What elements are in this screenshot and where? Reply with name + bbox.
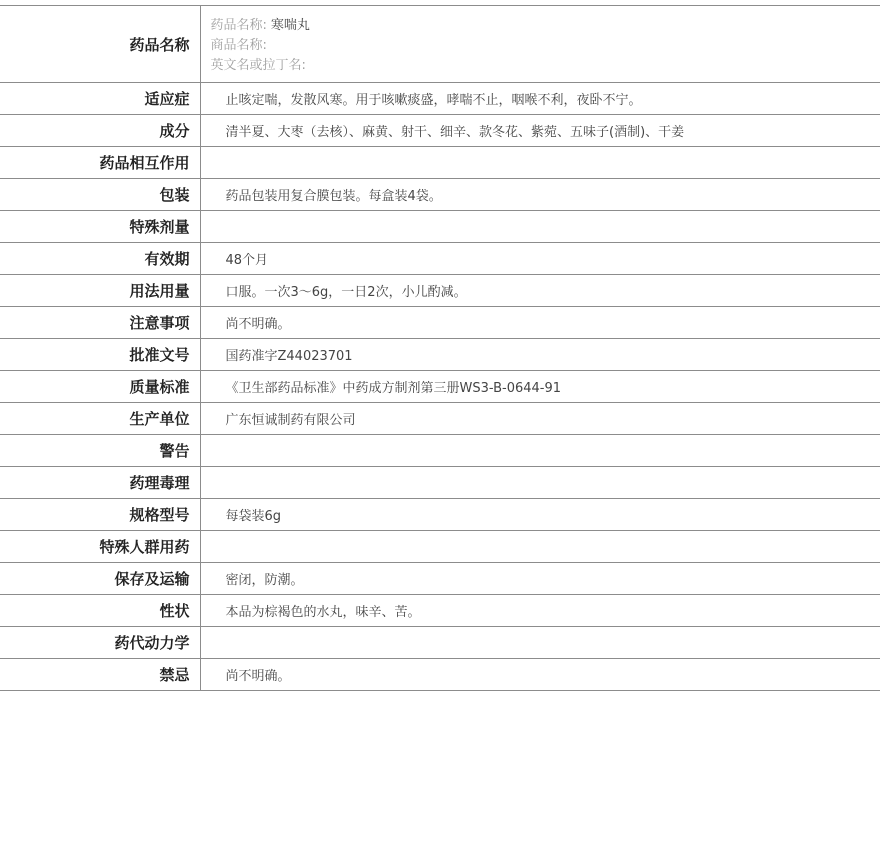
drug-name-block (200, 6, 880, 83)
row-indications (0, 83, 880, 115)
row-value: 本品为棕褐色的水丸，味辛、苦。 (200, 595, 880, 627)
row-value (200, 531, 880, 563)
latin-name-line (211, 56, 880, 76)
row-usage-dosage (0, 275, 880, 307)
row-label: 适应症 (0, 83, 200, 115)
row-interactions (0, 147, 880, 179)
row-label: 保存及运输 (0, 563, 200, 595)
generic-name-value: 寒喘丸 (270, 18, 310, 33)
row-label: 特殊剂量 (0, 211, 200, 243)
row-label: 生产单位 (0, 403, 200, 435)
trade-name-line (211, 36, 880, 56)
row-precautions (0, 307, 880, 339)
row-value: 药品包装用复合膜包装。每盒装4袋。 (200, 179, 880, 211)
row-special-populations (0, 531, 880, 563)
row-label: 注意事项 (0, 307, 200, 339)
row-label: 药品相互作用 (0, 147, 200, 179)
row-storage-transport (0, 563, 880, 595)
latin-name-key: 英文名或拉丁名: (210, 58, 306, 73)
row-label: 特殊人群用药 (0, 531, 200, 563)
row-shelf-life (0, 243, 880, 275)
row-quality-standard (0, 371, 880, 403)
row-label: 有效期 (0, 243, 200, 275)
row-pharmacokinetics (0, 627, 880, 659)
row-special-dosage (0, 211, 880, 243)
row-value: 口服。一次3～6g，一日2次，小儿酌减。 (200, 275, 880, 307)
row-pharmacology (0, 467, 880, 499)
row-value: 《卫生部药品标准》中药成方制剂第三册WS3-B-0644-91 (200, 371, 880, 403)
row-value: 清半夏、大枣（去核）、麻黄、射干、细辛、款冬花、紫菀、五味子(酒制)、干姜 (200, 115, 880, 147)
row-value: 广东恒诚制药有限公司 (200, 403, 880, 435)
generic-name-line (211, 16, 880, 36)
row-label: 药理毒理 (0, 467, 200, 499)
row-contraindications (0, 659, 880, 691)
row-value (200, 147, 880, 179)
row-label: 质量标准 (0, 371, 200, 403)
row-warning (0, 435, 880, 467)
row-value (200, 467, 880, 499)
row-value: 密闭，防潮。 (200, 563, 880, 595)
row-label: 药代动力学 (0, 627, 200, 659)
row-packaging (0, 179, 880, 211)
generic-name-key: 药品名称: (210, 18, 267, 33)
row-label: 规格型号 (0, 499, 200, 531)
row-value: 国药准字Z44023701 (200, 339, 880, 371)
row-label: 成分 (0, 115, 200, 147)
row-value: 尚不明确。 (200, 307, 880, 339)
row-approval-number (0, 339, 880, 371)
row-drug-name (0, 6, 880, 83)
row-value: 尚不明确。 (200, 659, 880, 691)
row-label: 性状 (0, 595, 200, 627)
row-label: 警告 (0, 435, 200, 467)
row-specification (0, 499, 880, 531)
row-value (200, 211, 880, 243)
row-value (200, 435, 880, 467)
trade-name-key: 商品名称: (210, 38, 267, 53)
row-ingredients (0, 115, 880, 147)
row-label: 禁忌 (0, 659, 200, 691)
row-label: 药品名称 (0, 6, 200, 83)
drug-info-table (0, 5, 880, 691)
row-value (200, 627, 880, 659)
row-value: 止咳定喘，发散风寒。用于咳嗽痰盛，哮喘不止，咽喉不利，夜卧不宁。 (200, 83, 880, 115)
row-manufacturer (0, 403, 880, 435)
row-description (0, 595, 880, 627)
row-value: 48个月 (200, 243, 880, 275)
row-value: 每袋装6g (200, 499, 880, 531)
row-label: 批准文号 (0, 339, 200, 371)
row-label: 用法用量 (0, 275, 200, 307)
row-label: 包装 (0, 179, 200, 211)
